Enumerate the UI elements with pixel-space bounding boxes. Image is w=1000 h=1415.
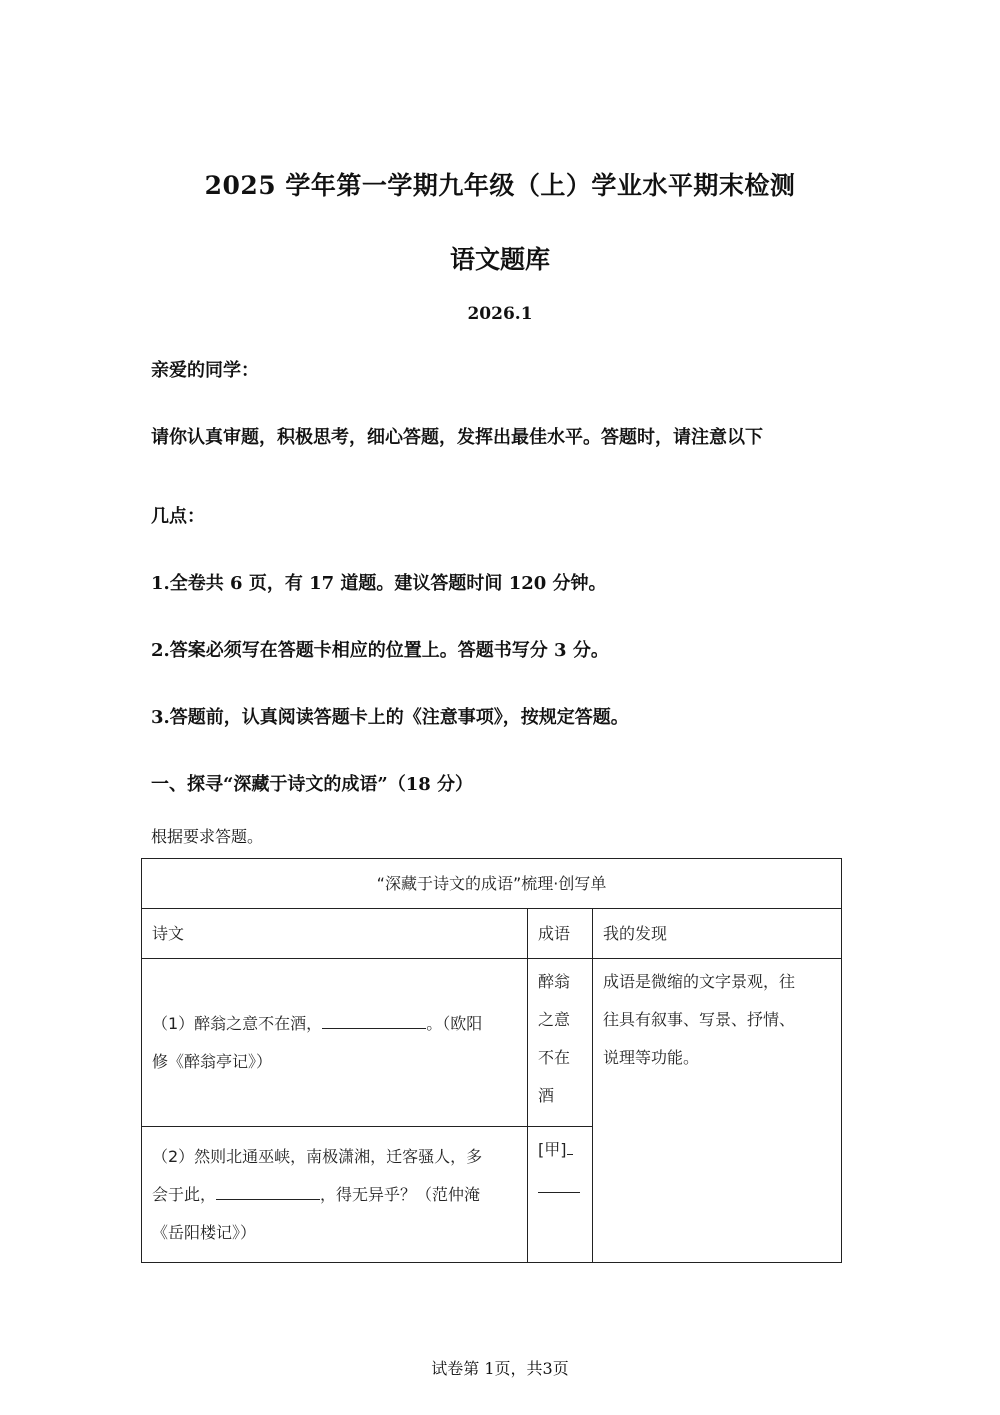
page-footer: 试卷第 1页，共3页	[431, 1359, 569, 1378]
poem-1-part-a: （1）醉翁之意不在酒，	[152, 1013, 323, 1033]
finding-line: 往具有叙事、写景、抒情、	[603, 1010, 796, 1029]
answer-blank-jia[interactable]	[538, 1178, 580, 1193]
section-heading: 一、探寻“深藏于诗文的成语”（18 分）	[151, 774, 474, 795]
exam-date: 2026.1	[467, 304, 533, 324]
finding-cell	[593, 959, 842, 1263]
answer-blank-jia-start[interactable]	[567, 1140, 573, 1155]
idiom-line: 酒	[538, 1086, 555, 1105]
finding-line: 成语是微缩的文字景观，往	[603, 972, 796, 991]
answer-blank-1[interactable]	[322, 1014, 426, 1029]
header-poem: 诗文	[142, 909, 528, 959]
note-1: 1.全卷共 6 页，有 17 道题。建议答题时间 120 分钟。	[151, 573, 607, 594]
table-caption-row	[142, 859, 842, 909]
poem-2-part-d: 《岳阳楼记》）	[152, 1222, 257, 1242]
poem-2-part-b: 会于此，	[152, 1184, 217, 1204]
note-3: 3.答题前，认真阅读答题卡上的《注意事项》，按规定答题。	[151, 707, 629, 728]
table-header-row	[142, 909, 842, 959]
section-instruction: 根据要求答题。	[151, 827, 264, 846]
idiom-line: 之意	[538, 1010, 571, 1029]
idiom-line: 醉翁	[538, 972, 571, 991]
finding-line: 说理等功能。	[603, 1048, 700, 1067]
greeting: 亲爱的同学：	[151, 360, 259, 381]
header-finding: 我的发现	[593, 909, 842, 959]
exam-subtitle: 语文题库	[449, 245, 550, 274]
poem-2-part-c: ，得无异乎？（范仲淹	[320, 1184, 481, 1204]
blank-label-jia: [甲]	[538, 1140, 567, 1159]
idiom-cell-1	[528, 959, 593, 1127]
note-2: 2.答案必须写在答题卡相应的位置上。答题书写分 3 分。	[151, 640, 609, 661]
idiom-line: 不在	[538, 1048, 571, 1067]
table-caption: “深藏于诗文的成语”梳理·创写单	[142, 859, 842, 909]
answer-blank-2[interactable]	[216, 1185, 320, 1200]
poem-1-part-b: 。（欧阳	[426, 1013, 483, 1033]
table-row	[142, 959, 842, 1127]
poem-cell-2	[142, 1127, 528, 1263]
header-idiom: 成语	[528, 909, 593, 959]
idiom-cell-2	[528, 1127, 593, 1263]
poem-cell-1	[142, 959, 528, 1127]
poem-2-part-a: （2）然则北通巫峡，南极潇湘，迁客骚人，多	[152, 1146, 483, 1166]
exam-title: 2025 学年第一学期九年级（上）学业水平期末检测	[204, 171, 796, 200]
intro-line-2: 几点：	[151, 506, 205, 527]
intro-line-1: 请你认真审题，积极思考，细心答题，发挥出最佳水平。答题时，请注意以下	[151, 427, 763, 448]
idiom-worksheet-table	[141, 858, 842, 1263]
poem-1-part-c: 修《醉翁亭记》）	[152, 1051, 273, 1071]
